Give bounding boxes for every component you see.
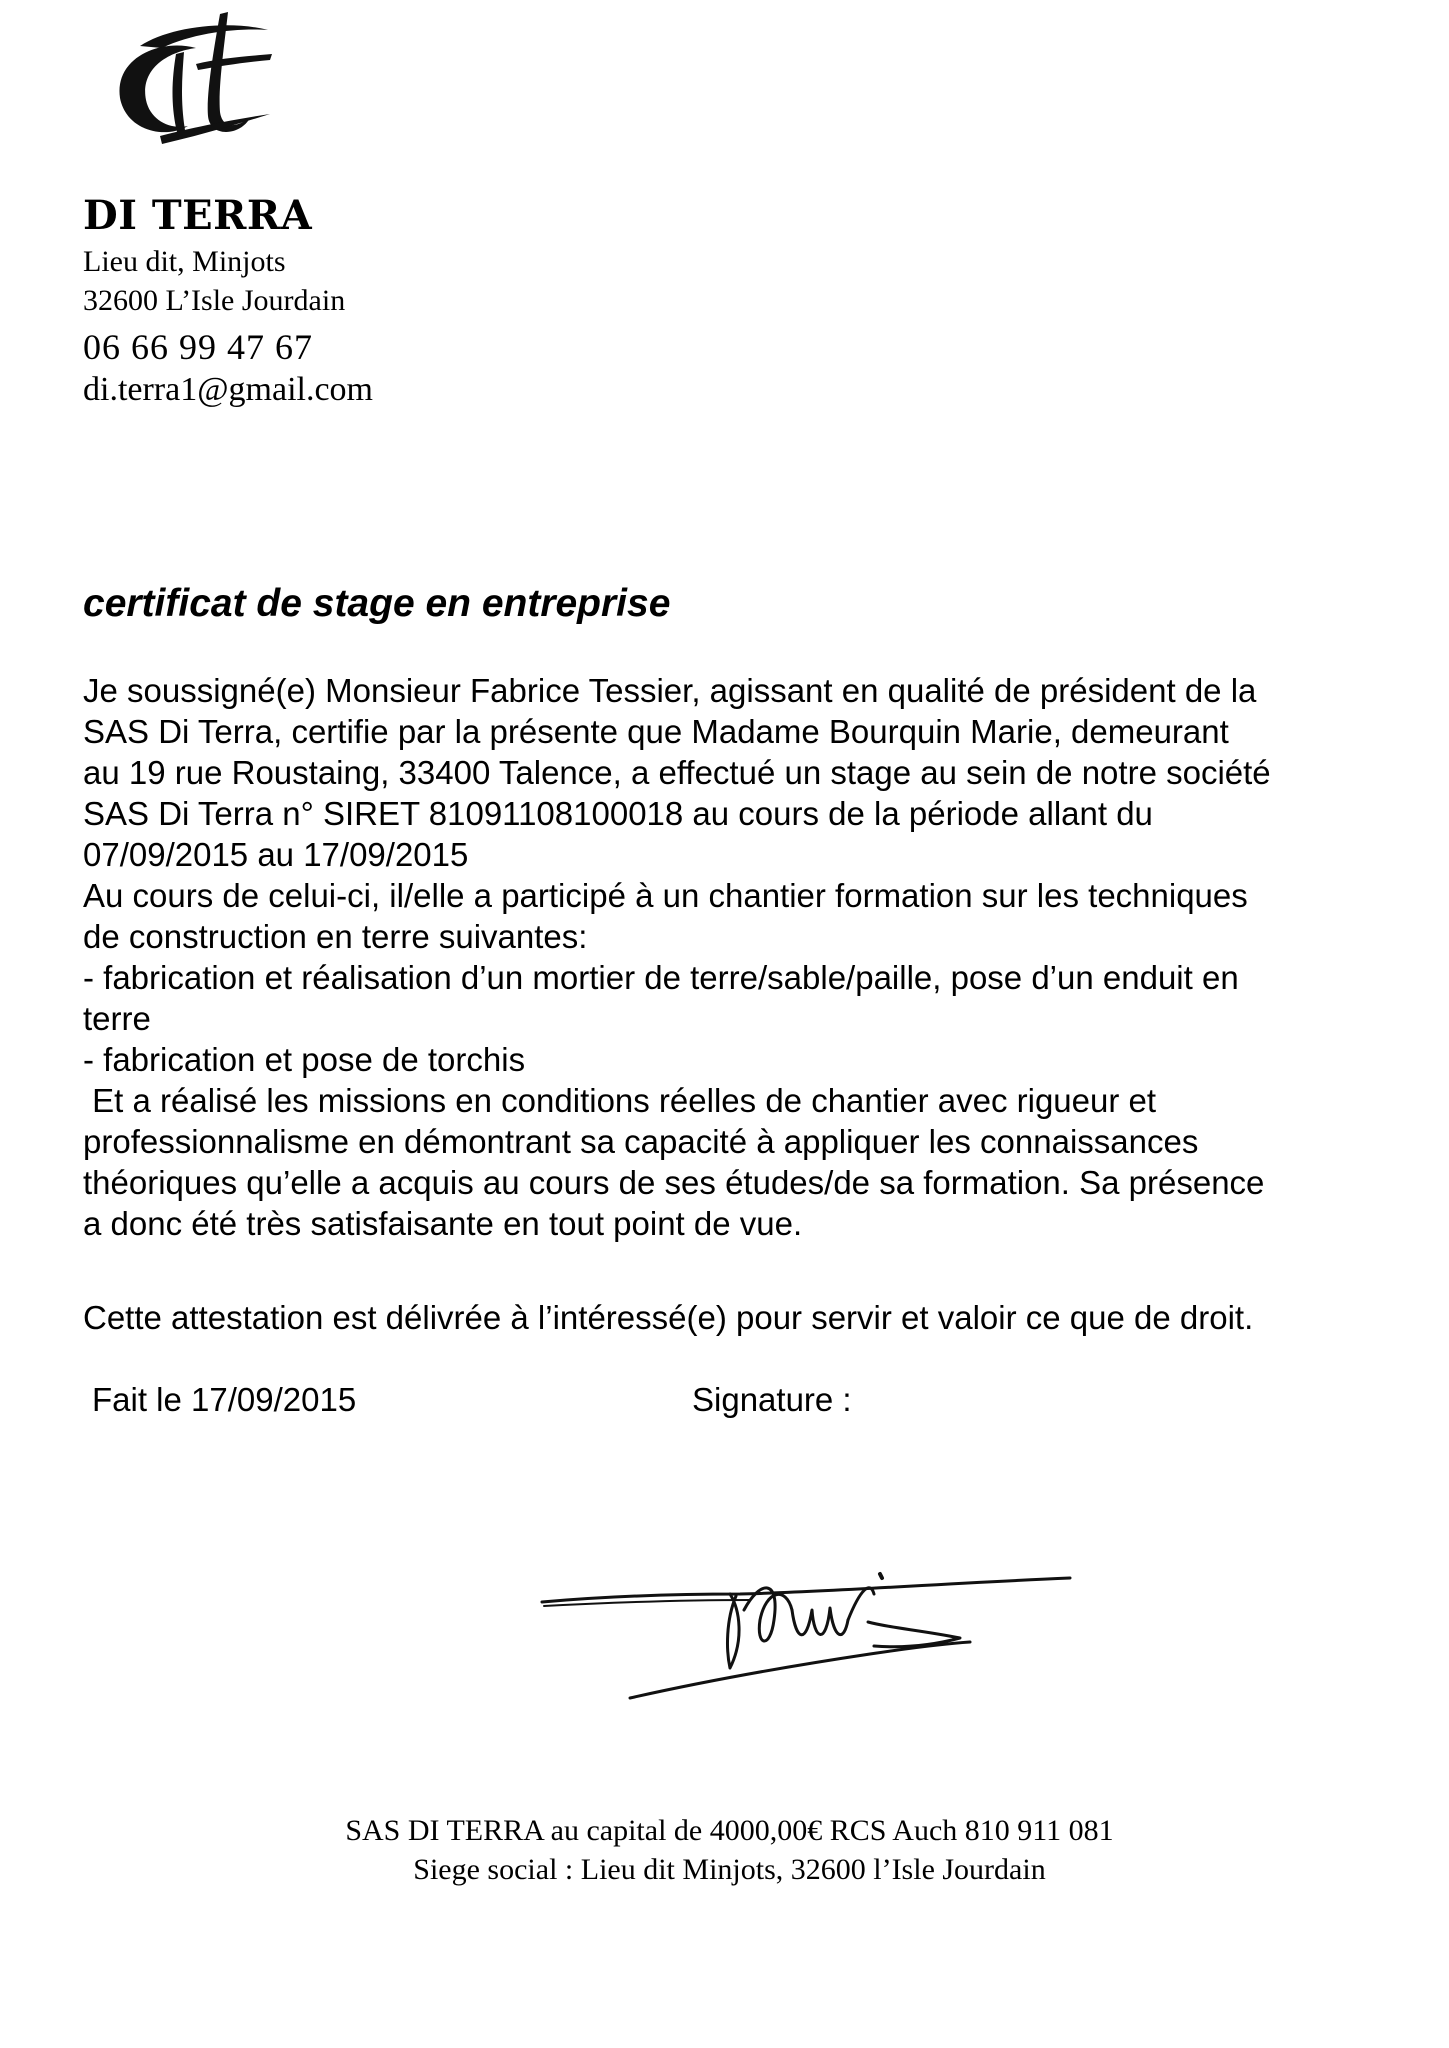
company-logo xyxy=(100,8,280,150)
body-line: a donc été très satisfaisante en tout point de vue. xyxy=(83,1205,803,1242)
body-line: terre xyxy=(83,1000,151,1037)
body-line: Au cours de celui-ci, il/elle a participé à un chantier formation sur les techniques xyxy=(83,877,1248,914)
body-line: Et a réalisé les missions en conditions réelles de chantier avec rigueur et xyxy=(83,1082,1157,1119)
address-line-2: 32600 L’Isle Jourdain xyxy=(83,284,346,317)
issue-date: Fait le 17/09/2015 xyxy=(92,1381,357,1418)
body-line: au 19 rue Roustaing, 33400 Talence, a effectué un stage au sein de notre société xyxy=(83,754,1271,791)
body-line: théoriques qu’elle a acquis au cours de ses études/de sa formation. Sa présence xyxy=(83,1164,1265,1201)
certificate-body xyxy=(83,670,1393,1244)
body-line: - fabrication et pose de torchis xyxy=(83,1041,526,1078)
handwritten-signature xyxy=(530,1550,1090,1730)
footer-legal-info: SAS DI TERRA au capital de 4000,00€ RCS Auch 810 911 081 xyxy=(345,1814,1114,1847)
attestation-statement: Cette attestation est délivrée à l’intéressé(e) pour servir et valoir ce que de droit. xyxy=(83,1299,1254,1336)
body-line: Je soussigné(e) Monsieur Fabrice Tessier, agissant en qualité de président de la xyxy=(83,672,1257,709)
body-line: SAS Di Terra, certifie par la présente que Madame Bourquin Marie, demeurant xyxy=(83,713,1229,750)
document-title: certificat de stage en entreprise xyxy=(83,582,671,625)
body-line: - fabrication et réalisation d’un mortier de terre/sable/paille, pose d’un enduit en xyxy=(83,959,1239,996)
body-line: de construction en terre suivantes: xyxy=(83,918,588,955)
signature-label: Signature : xyxy=(692,1381,852,1418)
email-address: di.terra1@gmail.com xyxy=(83,371,373,408)
body-line: professionnalisme en démontrant sa capacité à appliquer les connaissances xyxy=(83,1123,1199,1160)
phone-number: 06 66 99 47 67 xyxy=(83,327,313,367)
body-line: 07/09/2015 au 17/09/2015 xyxy=(83,836,469,873)
address-line-1: Lieu dit, Minjots xyxy=(83,245,286,278)
footer-registered-office: Siege social : Lieu dit Minjots, 32600 l’Isle Jourdain xyxy=(413,1853,1046,1886)
company-name: DI TERRA xyxy=(83,192,313,239)
body-line: SAS Di Terra n° SIRET 81091108100018 au cours de la période allant du xyxy=(83,795,1153,832)
